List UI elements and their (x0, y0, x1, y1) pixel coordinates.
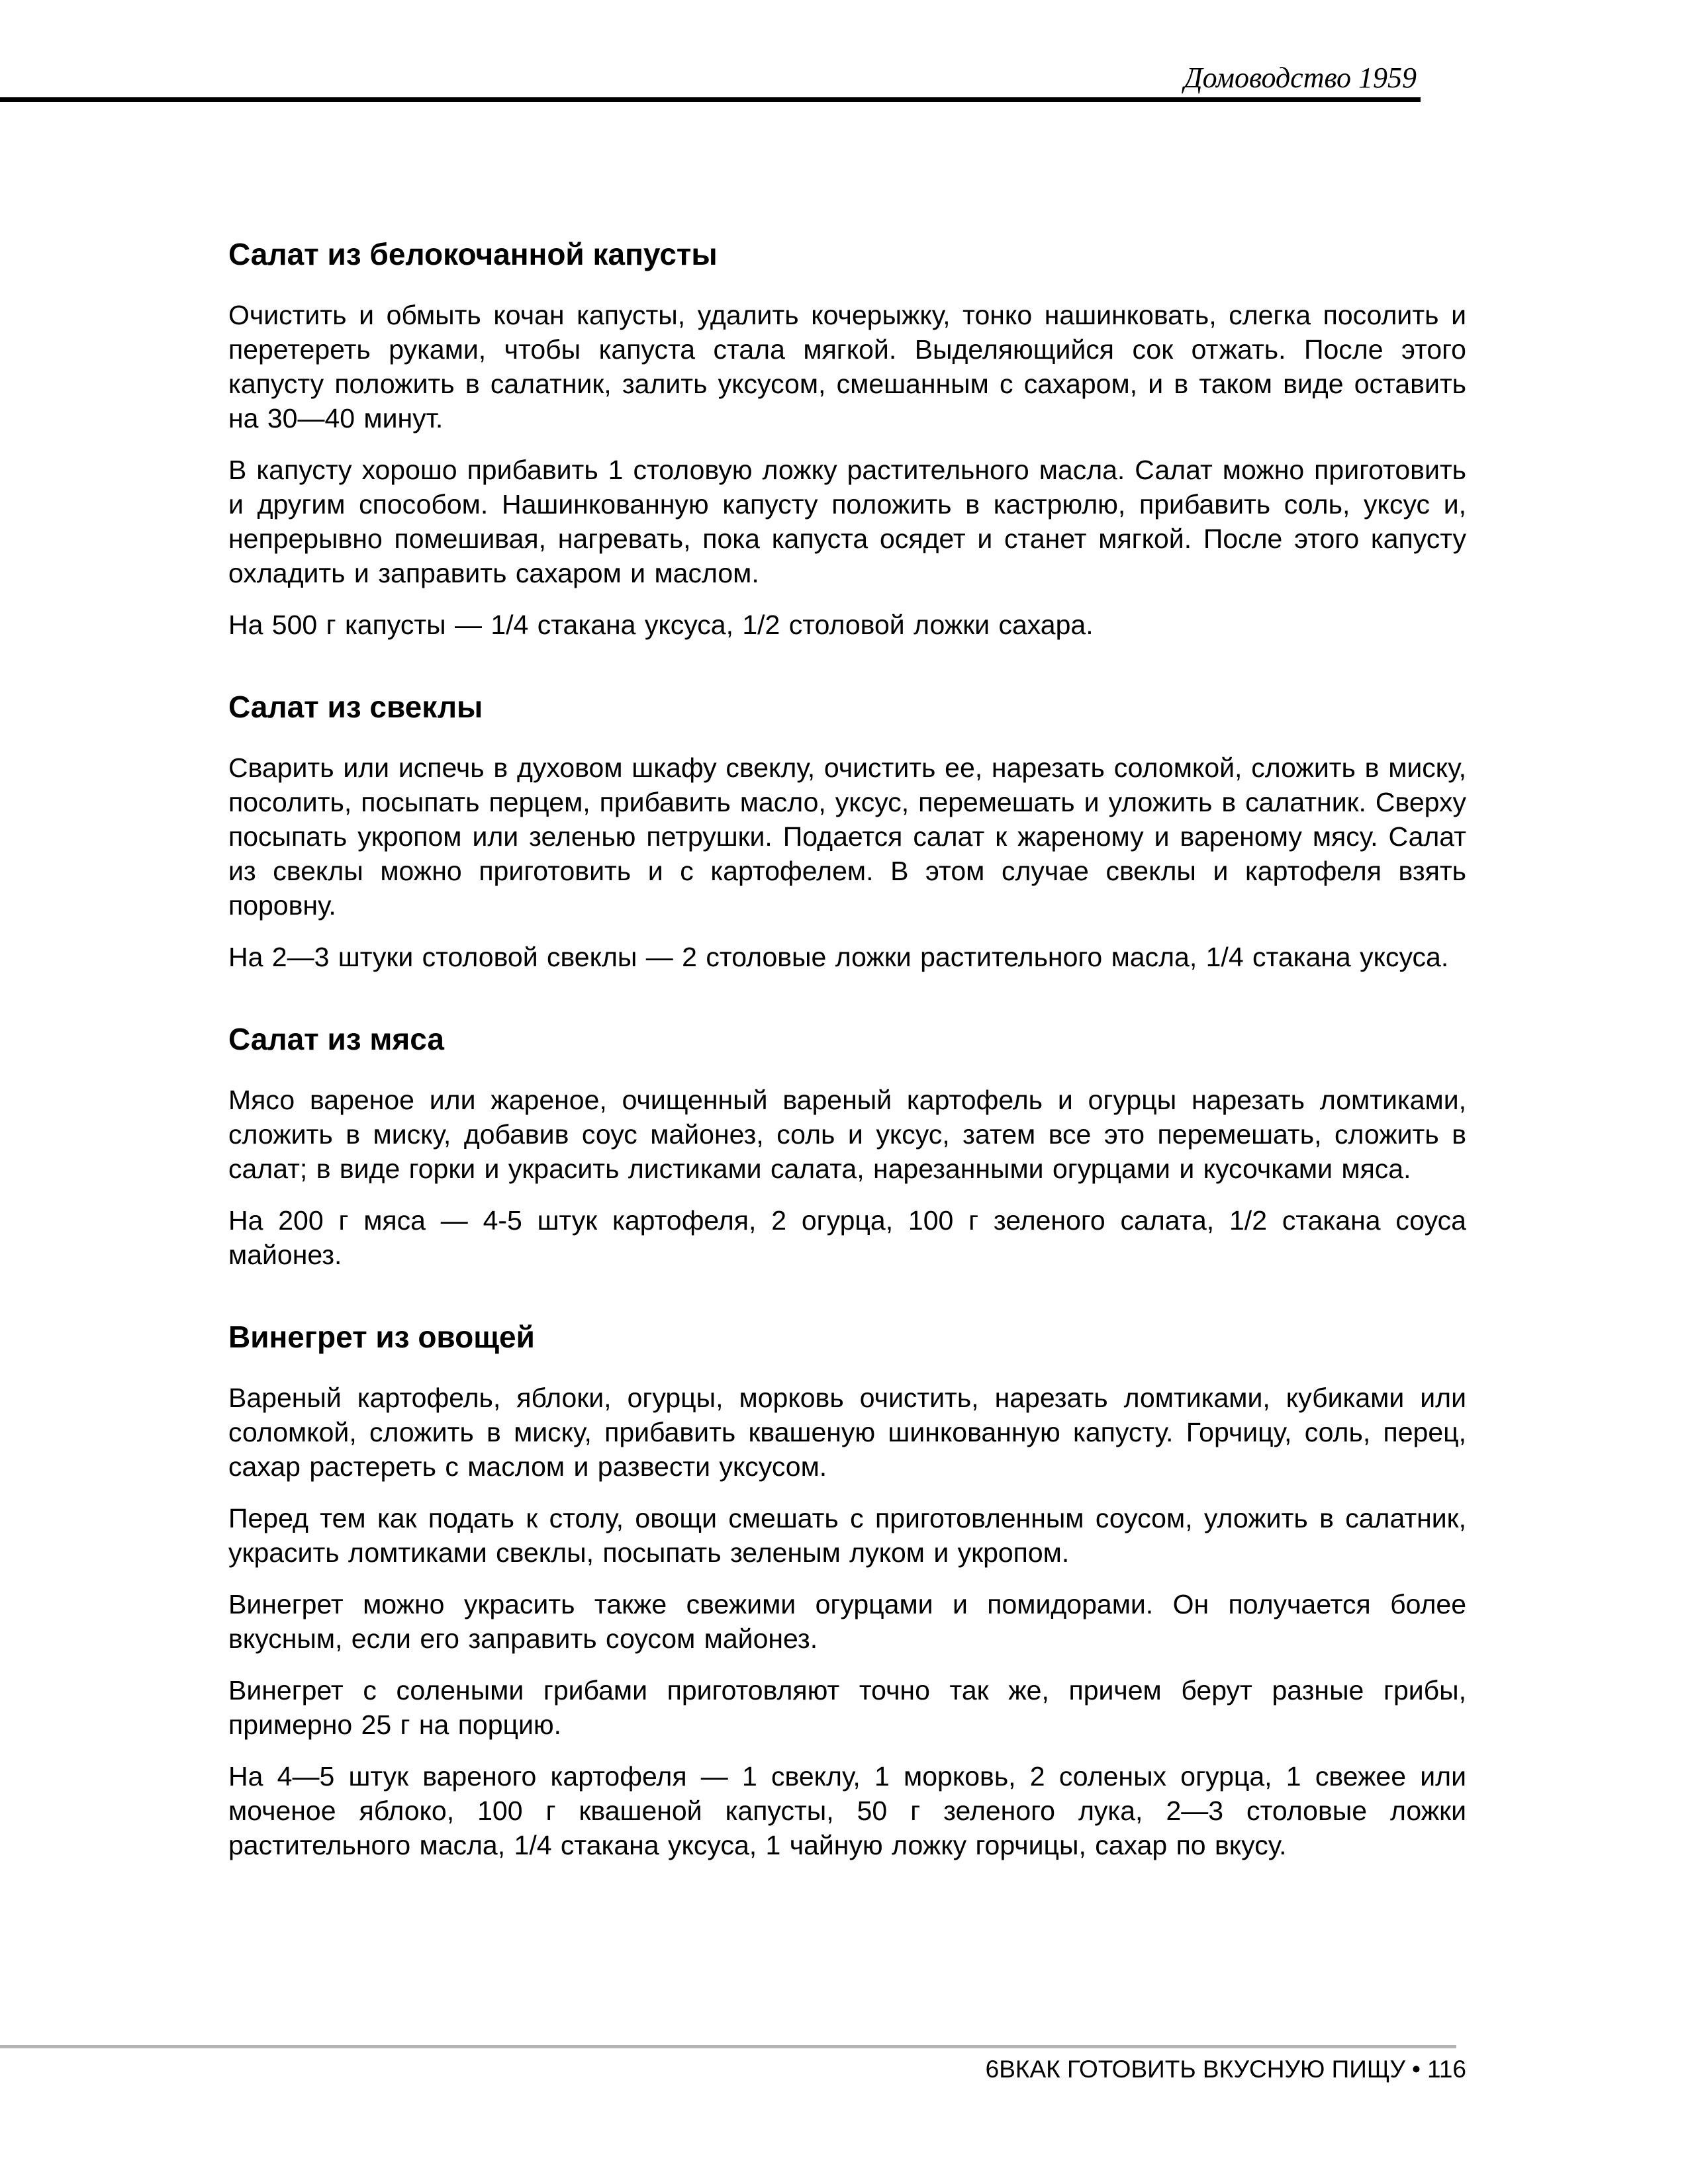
section-heading: Салат из мяса (228, 1022, 444, 1056)
paragraph-ingredients: На 500 г капусты — 1/4 стакана уксуса, 1/2 столовой ложки сахара. (228, 610, 1094, 640)
running-header-title: Домоводство 1959 (1184, 62, 1417, 94)
paragraph: Винегрет можно украсить также свежими огурцами и помидорами. Он получается более вкусным, если его заправить соусом майонез. (228, 1589, 1466, 1654)
paragraph: Мясо вареное или жареное, очищенный вареный картофель и огурцы нарезать ломтиками, сложить в миску, добавив соус майонез, соль и уксус, затем все это перемешать, сложить в салат; в виде горки и украсить листиками салата, нарезанными огурцами и кусочками мяса. (228, 1085, 1466, 1184)
paragraph: Вареный картофель, яблоки, огурцы, морковь очистить, нарезать ломтиками, кубиками или соломкой, сложить в миску, прибавить квашеную шинкованную капусту. Горчицу, соль, перец, сахар растереть с маслом и развести уксусом. (228, 1383, 1466, 1482)
footer-rule (0, 2045, 1456, 2048)
running-footer (0, 2054, 1466, 2085)
paragraph: В капусту хорошо прибавить 1 столовую ложку растительного масла. Салат можно приготовить и другим способом. Нашинкованную капусту положить в кастрюлю, прибавить соль, уксус и, непрерывно помешивая, нагревать, пока капуста осядет и станет мягкой. После этого капусту охладить и заправить сахаром и маслом. (228, 455, 1466, 588)
footer-book-title: 6ВКАК ГОТОВИТЬ ВКУСНУЮ ПИЩУ (985, 2056, 1406, 2083)
page-body (228, 0, 1466, 1862)
section-heading: Салат из белокочанной капусты (228, 237, 718, 271)
paragraph-ingredients: На 200 г мяса — 4-5 штук картофеля, 2 огурца, 100 г зеленого салата, 1/2 стакана соуса майонез. (228, 1205, 1466, 1270)
paragraph: Сварить или испечь в духовом шкафу свеклу, очистить ее, нарезать соломкой, сложить в миску, посолить, посыпать перцем, прибавить масло, уксус, перемешать и уложить в салатник. Сверху посыпать укропом или зеленью петрушки. Подается салат к жареному и вареному мясу. Салат из свеклы можно приготовить и с картофелем. В этом случае свеклы и картофеля взять поровну. (228, 752, 1466, 921)
paragraph-ingredients: На 2—3 штуки столовой свеклы — 2 столовые ложки растительного масла, 1/4 стакана уксуса. (228, 942, 1449, 972)
section-heading: Салат из свеклы (228, 690, 483, 724)
paragraph: Перед тем как подать к столу, овощи смешать с приготовленным соусом, уложить в салатник, украсить ломтиками свеклы, посыпать зеленым луком и укропом. (228, 1503, 1466, 1568)
paragraph: Очистить и обмыть кочан капусты, удалить кочерыжку, тонко нашинковать, слегка посолить и перетереть руками, чтобы капуста стала мягкой. Выделяющийся сок отжать. После этого капусту положить в салатник, залить уксусом, смешанным с сахаром, и в таком виде оставить на 30—40 минут. (228, 300, 1466, 433)
paragraph: Винегрет с солеными грибами приготовляют точно так же, причем берут разные грибы, примерно 25 г на порцию. (228, 1675, 1466, 1740)
paragraph-ingredients: На 4—5 штук вареного картофеля — 1 свеклу, 1 морковь, 2 соленых огурца, 1 свежее или моченое яблоко, 100 г квашеной капусты, 50 г зеленого лука, 2—3 столовые ложки растительного масла, 1/4 стакана уксуса, 1 чайную ложку горчицы, сахар по вкусу. (228, 1761, 1466, 1860)
footer-bullet-icon: • (1412, 2056, 1421, 2083)
footer-page-number: 116 (1427, 2056, 1466, 2083)
section-heading: Винегрет из овощей (228, 1320, 535, 1354)
